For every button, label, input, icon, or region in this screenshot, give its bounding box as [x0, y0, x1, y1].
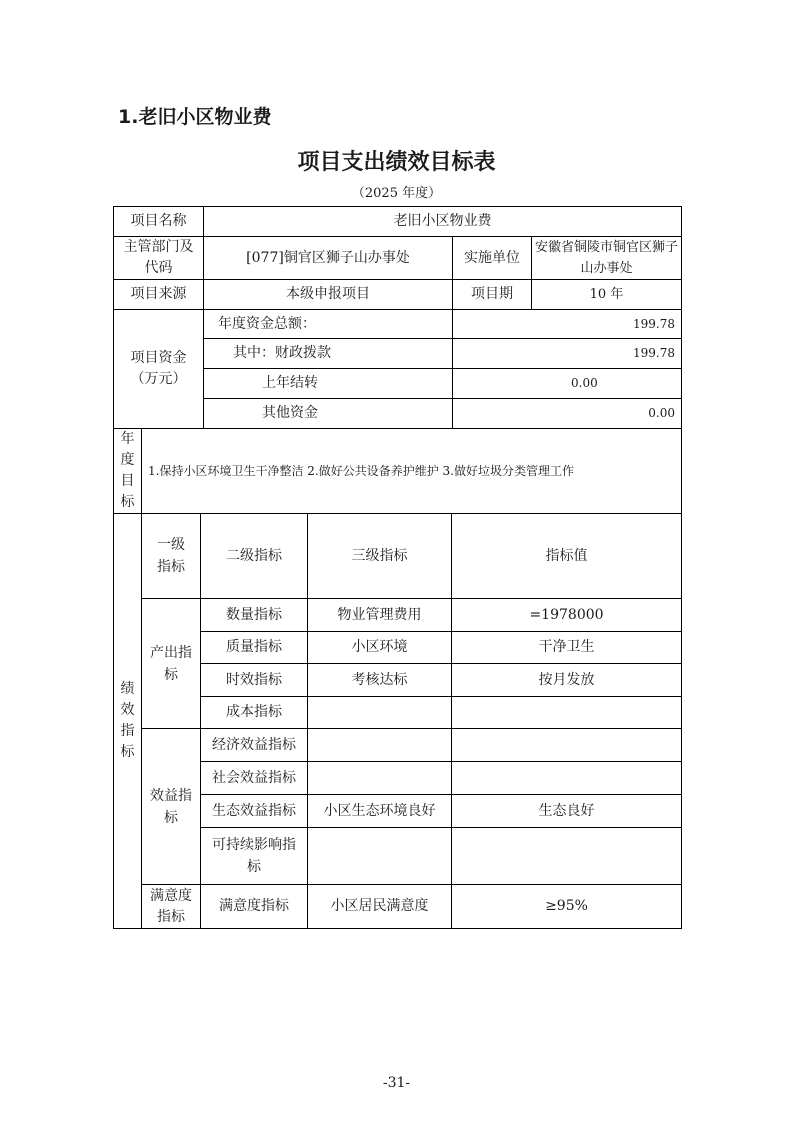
header-level2: 二级指标: [201, 514, 308, 599]
page-number: -31-: [382, 1075, 411, 1091]
indicator-value: [452, 697, 682, 729]
table-row: [114, 310, 682, 339]
indicator-value: 按月发放: [452, 664, 682, 697]
indicator-level3: [308, 697, 452, 729]
performance-target-form: [113, 206, 681, 929]
annual-goal-label: 年度目标: [120, 431, 135, 510]
indicator-level2: 可持续影响指标: [212, 837, 296, 875]
project-name-label: 项目名称: [114, 207, 204, 237]
indicator-level3: [308, 762, 452, 795]
table-row: [114, 237, 682, 280]
department-label-cell: [114, 237, 204, 280]
carryover-value: 0.00: [453, 369, 682, 399]
project-period-value: 10 年: [532, 280, 682, 310]
indicator-value: 生态良好: [452, 795, 682, 828]
indicator-level2: 生态效益指标: [201, 795, 308, 828]
benefit-group-label: 效益指标: [150, 787, 192, 826]
department-value: [077]铜官区狮子山办事处: [204, 237, 453, 280]
header-level1: 一级指标: [157, 537, 185, 575]
performance-table: [113, 513, 682, 929]
indicator-value: ≥95%: [452, 885, 682, 929]
indicator-level2: 时效指标: [201, 664, 308, 697]
output-group-cell: [142, 599, 201, 729]
other-funds-label: 其他资金: [204, 399, 453, 429]
indicator-level2: 成本指标: [201, 697, 308, 729]
project-source-value: 本级申报项目: [204, 280, 453, 310]
fiscal-allocation-label: 其中：财政拨款: [204, 339, 453, 369]
indicator-level2: 质量指标: [201, 632, 308, 664]
annual-goal-label-cell: [114, 429, 142, 514]
satisfaction-group-cell: [142, 885, 201, 929]
table-row: [114, 207, 682, 237]
indicator-level2: 社会效益指标: [201, 762, 308, 795]
table-row: [114, 599, 682, 632]
output-group-label: 产出指标: [150, 644, 192, 683]
table-row: [114, 729, 682, 762]
funds-total-value: 199.78: [453, 310, 682, 339]
performance-label: 绩效指标: [120, 681, 135, 760]
table-row: [114, 885, 682, 929]
indicator-level3: 小区生态环境良好: [308, 795, 452, 828]
indicator-level2: 经济效益指标: [201, 729, 308, 762]
annual-goal-table: [113, 428, 682, 514]
indicator-level3: 小区环境: [308, 632, 452, 664]
indicator-value: =1978000: [452, 599, 682, 632]
table-title: 项目支出绩效目标表: [297, 149, 496, 175]
annual-goal-text: 1.保持小区环境卫生干净整洁 2.做好公共设备养护维护 3.做好垃圾分类管理工作: [142, 429, 682, 514]
project-name-value: 老旧小区物业费: [204, 207, 682, 237]
indicator-level3: 小区居民满意度: [308, 885, 452, 929]
indicator-value: [452, 729, 682, 762]
indicator-value: 干净卫生: [452, 632, 682, 664]
fiscal-allocation-value: 199.78: [453, 339, 682, 369]
table-row: [114, 429, 682, 514]
satisfaction-group-label: 满意度指标: [150, 887, 192, 925]
performance-label-cell: [114, 514, 142, 929]
other-funds-value: 0.00: [453, 399, 682, 429]
department-label: 主管部门及代码: [123, 239, 194, 276]
implementing-unit-label: 实施单位: [453, 237, 532, 280]
implementing-unit-cell: [532, 237, 682, 280]
funds-unit: （万元）: [130, 371, 187, 387]
indicator-level3: 考核达标: [308, 664, 452, 697]
indicator-level2: 满意度指标: [201, 885, 308, 929]
header-value: 指标值: [452, 514, 682, 599]
table-row: [114, 280, 682, 310]
table-header-row: [114, 514, 682, 599]
funds-label: 项目资金: [130, 350, 187, 366]
project-info-table: [113, 206, 682, 429]
section-heading: 1.老旧小区物业费: [118, 106, 272, 128]
indicator-level2-cell: [201, 828, 308, 885]
indicator-level2: 数量指标: [201, 599, 308, 632]
funds-label-cell: [114, 310, 204, 429]
indicator-level3: [308, 828, 452, 885]
indicator-level3: [308, 729, 452, 762]
indicator-value: [452, 828, 682, 885]
benefit-group-cell: [142, 729, 201, 885]
project-period-label: 项目期: [453, 280, 532, 310]
header-level3: 三级指标: [308, 514, 452, 599]
project-source-label: 项目来源: [114, 280, 204, 310]
indicator-level3: 物业管理费用: [308, 599, 452, 632]
year-note: （2025 年度）: [351, 186, 442, 201]
carryover-label: 上年结转: [204, 369, 453, 399]
implementing-unit-value: 安徽省铜陵市铜官区狮子山办事处: [535, 240, 679, 276]
funds-total-label: 年度资金总额：: [204, 310, 453, 339]
header-level1-cell: [142, 514, 201, 599]
indicator-value: [452, 762, 682, 795]
